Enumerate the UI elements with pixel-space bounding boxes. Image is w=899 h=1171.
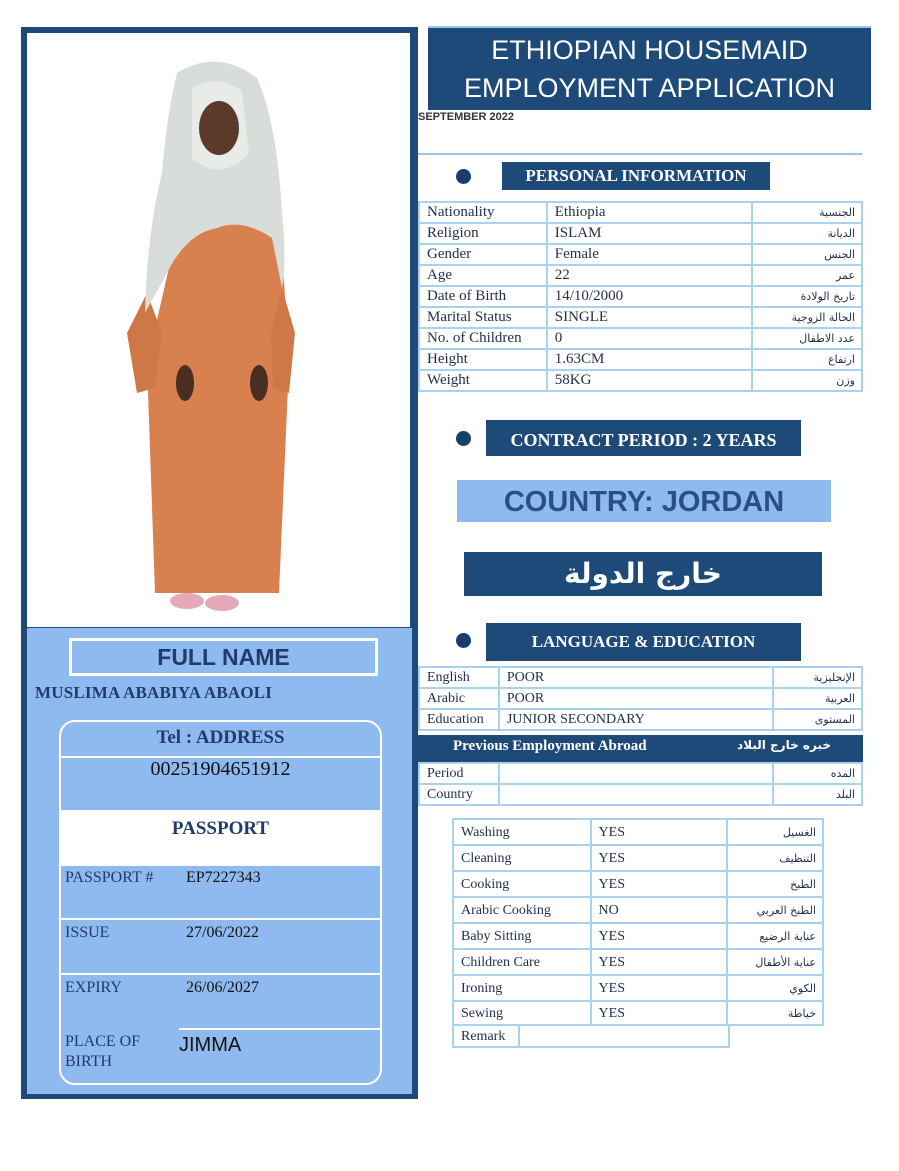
language-education-heading: LANGUAGE & EDUCATION: [486, 623, 801, 661]
row-label-arabic: الحالة الزوجية: [752, 307, 862, 328]
row-label: Weight: [419, 370, 547, 391]
remark-value: [519, 1025, 729, 1047]
skill-label: Cooking: [453, 871, 591, 897]
table-row: [419, 688, 862, 709]
skill-label: Arabic Cooking: [453, 897, 591, 923]
table-row: [453, 1001, 823, 1025]
table-row: [419, 349, 862, 370]
skill-label: Ironing: [453, 975, 591, 1001]
skill-label-arabic: الطبخ: [727, 871, 823, 897]
language-table: [418, 666, 863, 731]
outside-country-label: خارج الدولة: [464, 552, 822, 596]
title-line-2: EMPLOYMENT APPLICATION: [463, 73, 836, 103]
row-label-arabic: تاريخ الولادة: [752, 286, 862, 307]
skill-label: Washing: [453, 819, 591, 845]
skill-value: YES: [591, 949, 728, 975]
row-label-arabic: الإنجليزية: [773, 667, 862, 688]
passport-number-label: PASSPORT #: [65, 869, 154, 886]
previous-employment-title: Previous Employment Abroad: [453, 738, 647, 754]
row-value: [499, 784, 773, 805]
row-value: Ethiopia: [547, 202, 753, 223]
row-label-arabic: ارتفاع: [752, 349, 862, 370]
row-label-arabic: وزن: [752, 370, 862, 391]
row-label: Marital Status: [419, 307, 547, 328]
table-row: [453, 975, 823, 1001]
divider: [418, 153, 862, 155]
row-label-arabic: الجنسية: [752, 202, 862, 223]
skill-value: NO: [591, 897, 728, 923]
table-row: [419, 709, 862, 730]
full-name-value: MUSLIMA ABABIYA ABAOLI: [35, 683, 273, 702]
skill-value: YES: [591, 923, 728, 949]
row-value: [499, 763, 773, 784]
divider: [61, 918, 380, 920]
row-value: POOR: [499, 688, 774, 709]
row-label: Period: [419, 763, 499, 784]
skill-label-arabic: الكوي: [727, 975, 823, 1001]
skill-label: Children Care: [453, 949, 591, 975]
bullet-icon: [456, 169, 471, 184]
expiry-date-value: 26/06/2027: [186, 979, 259, 996]
row-value: POOR: [499, 667, 774, 688]
remark-label: Remark: [453, 1025, 519, 1047]
passport-number-value: EP7227343: [186, 869, 261, 886]
table-row: [453, 871, 823, 897]
application-date: SEPTEMBER 2022: [418, 111, 514, 123]
table-row: [419, 286, 862, 307]
issue-date-value: 27/06/2022: [186, 924, 259, 941]
row-label-arabic: الجنس: [752, 244, 862, 265]
row-value: 14/10/2000: [547, 286, 753, 307]
skills-table: [452, 818, 824, 1026]
skill-value: YES: [591, 845, 728, 871]
row-label: Religion: [419, 223, 547, 244]
row-label-arabic: عمر: [752, 265, 862, 286]
row-value: 1.63CM: [547, 349, 753, 370]
expiry-date-label: EXPIRY: [65, 979, 122, 996]
row-value: ISLAM: [547, 223, 753, 244]
table-row: [419, 244, 862, 265]
skill-label-arabic: عناية الرضيع: [727, 923, 823, 949]
skill-label-arabic: الطبخ العربي: [727, 897, 823, 923]
issue-date-label: ISSUE: [65, 924, 110, 941]
table-row: [453, 949, 823, 975]
table-row: [453, 845, 823, 871]
row-label-arabic: المستوى: [773, 709, 862, 730]
table-row: [419, 667, 862, 688]
table-row: [453, 1025, 729, 1047]
applicant-photo-illustration: [27, 33, 410, 627]
skill-label: Cleaning: [453, 845, 591, 871]
row-label-arabic: البلد: [773, 784, 862, 805]
row-value: SINGLE: [547, 307, 753, 328]
row-label-arabic: المده: [773, 763, 862, 784]
skill-label-arabic: التنظيف: [727, 845, 823, 871]
skill-label-arabic: خياطة: [727, 1001, 823, 1025]
contract-period: CONTRACT PERIOD : 2 YEARS: [486, 420, 801, 456]
title-line-1: ETHIOPIAN HOUSEMAID: [491, 35, 808, 65]
previous-employment-heading: [418, 735, 863, 762]
row-label: Gender: [419, 244, 547, 265]
table-row: [419, 202, 862, 223]
skill-label-arabic: عناية الأطفال: [727, 949, 823, 975]
table-row: [453, 819, 823, 845]
bullet-icon: [456, 431, 471, 446]
table-row: [419, 784, 862, 805]
applicant-photo: [27, 33, 410, 627]
row-label: Height: [419, 349, 547, 370]
table-row: [453, 923, 823, 949]
row-label: Arabic: [419, 688, 499, 709]
row-label: English: [419, 667, 499, 688]
table-row: [419, 265, 862, 286]
full-name-label: FULL NAME: [69, 638, 378, 676]
row-value: 58KG: [547, 370, 753, 391]
table-row: [419, 763, 862, 784]
remark-table: [452, 1024, 730, 1048]
row-value: JUNIOR SECONDARY: [499, 709, 774, 730]
row-label: Nationality: [419, 202, 547, 223]
personal-info-table: [418, 201, 863, 392]
divider: [179, 1028, 382, 1030]
personal-info-heading: PERSONAL INFORMATION: [502, 162, 770, 190]
skill-label-arabic: الغسيل: [727, 819, 823, 845]
row-value: 22: [547, 265, 753, 286]
skill-label: Sewing: [453, 1001, 591, 1025]
row-label-arabic: العربية: [773, 688, 862, 709]
skill-label: Baby Sitting: [453, 923, 591, 949]
page-title: [428, 28, 871, 110]
skill-value: YES: [591, 975, 728, 1001]
destination-country: COUNTRY: JORDAN: [457, 480, 831, 522]
skill-value: YES: [591, 1001, 728, 1025]
table-row: [419, 328, 862, 349]
row-label: Date of Birth: [419, 286, 547, 307]
row-label-arabic: عدد الاطفال: [752, 328, 862, 349]
tel-address-label: Tel : ADDRESS: [156, 727, 285, 748]
skill-value: YES: [591, 819, 728, 845]
row-label: Country: [419, 784, 499, 805]
contact-passport-card: [59, 720, 382, 1085]
table-row: [419, 370, 862, 391]
row-label: No. of Children: [419, 328, 547, 349]
previous-employment-title-arabic: خبره خارج البلاد: [737, 738, 831, 752]
table-row: [453, 897, 823, 923]
table-row: [419, 223, 862, 244]
skill-value: YES: [591, 871, 728, 897]
divider: [61, 973, 380, 975]
place-of-birth-label: PLACE OF BIRTH: [65, 1033, 141, 1070]
row-value: Female: [547, 244, 753, 265]
row-value: 0: [547, 328, 753, 349]
passport-title: PASSPORT: [171, 818, 270, 839]
row-label: Education: [419, 709, 499, 730]
previous-employment-table: [418, 762, 863, 806]
table-row: [419, 307, 862, 328]
row-label-arabic: الديانة: [752, 223, 862, 244]
bullet-icon: [456, 633, 471, 648]
place-of-birth-value: JIMMA: [179, 1034, 242, 1056]
row-label: Age: [419, 265, 547, 286]
tel-value: 00251904651912: [150, 758, 291, 780]
